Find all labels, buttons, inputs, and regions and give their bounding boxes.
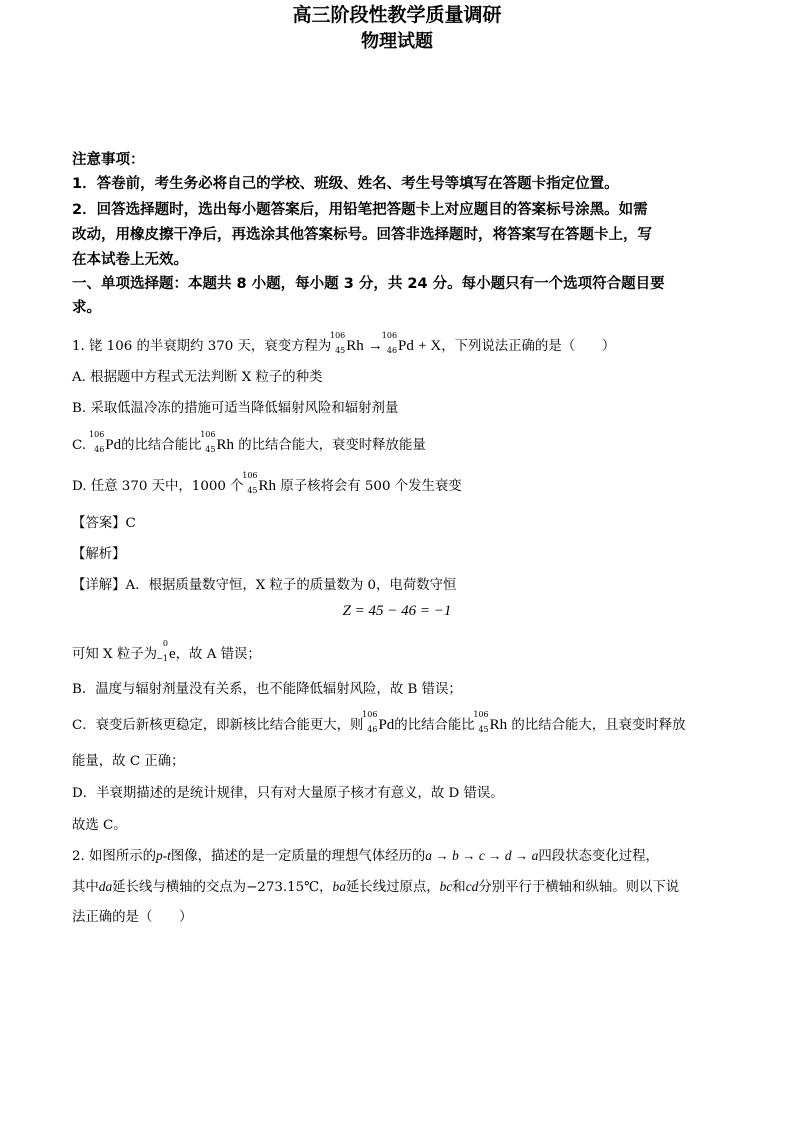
section-1-line-2: 求。 <box>72 300 101 316</box>
rh-nuclide: 106 45 <box>473 710 489 734</box>
q1-option-d: D. 任意 370 天中，1000 个 106 45 Rh 原子核将会有 500 个发生衰变 <box>72 471 462 495</box>
notice-item-2-line-1: 2．回答选择题时，选出每小题答案后，用铅笔把答题卡上对应题目的答案标号涂黑。如需 <box>72 202 648 218</box>
rh-nuclide: 106 45 <box>242 471 258 495</box>
q2-stem-line-3: 法正确的是（ ） <box>72 910 193 925</box>
q1-conclusion: 故选 C。 <box>72 818 127 833</box>
q1-analysis-label: 【解析】 <box>72 547 126 562</box>
q1-answer: 【答案】C <box>72 516 136 531</box>
pd-nuclide: 106 46 <box>362 710 378 734</box>
pd-nuclide: 106 46 <box>89 430 105 454</box>
electron-symbol: 0 −1 <box>156 639 168 663</box>
pd-nuclide: 106 46 <box>381 331 398 355</box>
q2-stem-line-1: 2. 如图所示的p-t图像，描述的是一定质量的理想气体经历的a → b → c → d → a四段状态变化过程， <box>72 848 659 864</box>
q2-stem-line-2: 其中da延长线与横轴的交点为−273.15℃，ba延长线过原点，bc和cd分别平行于横轴和纵轴。则以下说 <box>72 879 680 895</box>
notice-item-2-line-2: 改动，用橡皮擦干净后，再选涂其他答案标号。回答非选择题时，将答案写在答题卡上，写 <box>72 227 652 243</box>
rh-nuclide: 106 45 <box>329 331 346 355</box>
q1-detail-a-conclusion: 可知 X 粒子为 0 −1 e，故 A 错误； <box>72 639 261 663</box>
exam-subject: 物理试题 <box>361 31 433 52</box>
q1-detail-b: B．温度与辐射剂量没有关系，也不能降低辐射风险，故 B 错误； <box>72 682 462 697</box>
q1-detail-d: D．半衰期描述的是统计规律，只有对大量原子核才有意义，故 D 错误。 <box>72 786 504 801</box>
charge-equation: Z = 45 − 46 = −1 <box>342 603 452 619</box>
q1-stem: 1. 铑 106 的半衰期约 370 天，衰变方程为 106 45 Rh → 106 46 Pd + X，下列说法正确的是（ ） <box>72 331 616 355</box>
q1-detail-a: 【详解】A．根据质量数守恒，X 粒子的质量数为 0，电荷数守恒 <box>72 578 457 593</box>
q1-option-a: A. 根据题中方程式无法判断 X 粒子的种类 <box>72 370 323 385</box>
section-1-line-1: 一、单项选择题：本题共 8 小题，每小题 3 分，共 24 分。每小题只有一个选项符合题目要 <box>72 276 665 292</box>
q1-detail-c: C．衰变后新核更稳定，即新核比结合能更大，则 106 46 Pd的比结合能比 106 45 Rh 的比结合能大，且衰变时释放 <box>72 710 686 734</box>
q1-option-b: B. 采取低温冷冻的措施可适当降低辐射风险和辐射剂量 <box>72 401 399 416</box>
q1-detail-c-line-2: 能量，故 C 正确； <box>72 754 185 769</box>
notice-item-2-line-3: 在本试卷上无效。 <box>72 252 188 268</box>
exam-title: 高三阶段性教学质量调研 <box>292 4 502 26</box>
notice-item-1: 1．答卷前，考生务必将自己的学校、班级、姓名、考生号等填写在答题卡指定位置。 <box>72 176 619 192</box>
q1-option-c: C. 106 46 Pd的比结合能比 106 45 Rh 的比结合能大，衰变时释放能量 <box>72 430 426 454</box>
notice-heading: 注意事项： <box>72 152 145 168</box>
rh-nuclide: 106 45 <box>200 430 216 454</box>
